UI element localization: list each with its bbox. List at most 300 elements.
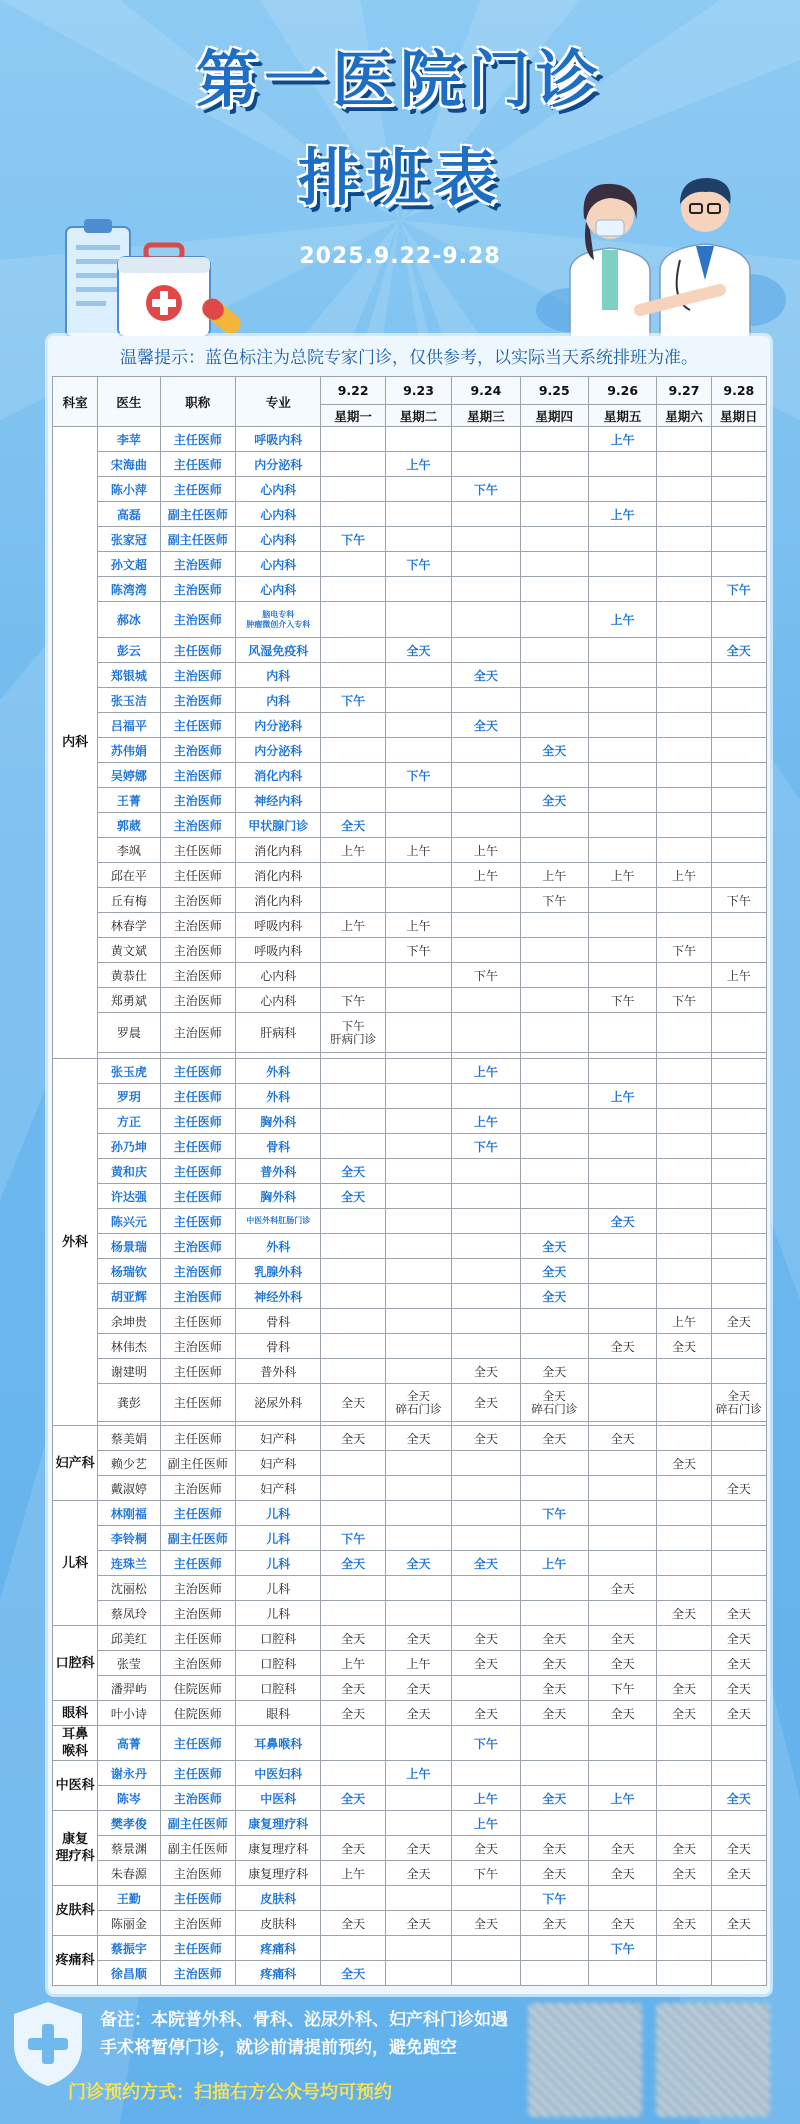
doctor-cell: 连珠兰	[98, 1551, 160, 1576]
schedule-cell	[452, 1259, 520, 1284]
schedule-cell	[452, 1309, 520, 1334]
title-cell: 住院医师	[160, 1701, 235, 1726]
schedule-cell	[657, 552, 711, 577]
schedule-cell	[321, 1234, 385, 1259]
schedule-cell: 下午	[321, 988, 385, 1013]
schedule-cell: 全天	[321, 1786, 385, 1811]
schedule-cell	[321, 1109, 385, 1134]
schedule-cell: 上午	[711, 963, 766, 988]
schedule-cell	[385, 1886, 451, 1911]
doctor-cell: 谢永丹	[98, 1761, 160, 1786]
schedule-cell	[520, 1309, 588, 1334]
schedule-cell	[520, 577, 588, 602]
header-date: 9.24	[452, 377, 520, 405]
schedule-cell	[452, 527, 520, 552]
schedule-cell	[321, 1334, 385, 1359]
schedule-cell	[520, 1961, 588, 1986]
title-cell: 副主任医师	[160, 527, 235, 552]
schedule-cell	[588, 1526, 656, 1551]
schedule-cell	[385, 1309, 451, 1334]
specialty-cell: 普外科	[236, 1159, 321, 1184]
schedule-cell	[588, 552, 656, 577]
schedule-cell	[711, 688, 766, 713]
doctor-cell: 樊孝俊	[98, 1811, 160, 1836]
schedule-cell	[520, 938, 588, 963]
title-cell: 主任医师	[160, 1109, 235, 1134]
schedule-cell: 全天	[520, 1234, 588, 1259]
doctor-cell: 张玉虎	[98, 1059, 160, 1084]
table-row	[53, 963, 767, 988]
schedule-cell: 全天	[452, 1701, 520, 1726]
schedule-cell	[520, 763, 588, 788]
schedule-cell: 全天	[321, 1626, 385, 1651]
schedule-cell	[520, 602, 588, 638]
schedule-cell	[657, 1936, 711, 1961]
schedule-cell: 全天	[520, 1861, 588, 1886]
schedule-cell	[657, 1159, 711, 1184]
schedule-cell	[385, 813, 451, 838]
schedule-cell	[711, 477, 766, 502]
specialty-cell: 康复理疗科	[236, 1861, 321, 1886]
table-row	[53, 1676, 767, 1701]
schedule-cell	[321, 602, 385, 638]
schedule-cell	[321, 1811, 385, 1836]
appointment-info: 门诊预约方式：扫描右方公众号均可预约	[68, 2082, 392, 2103]
specialty-cell: 消化内科	[236, 888, 321, 913]
header	[0, 0, 800, 350]
table-row	[53, 1109, 767, 1134]
title-cell: 主治医师	[160, 552, 235, 577]
schedule-cell	[657, 1811, 711, 1836]
schedule-cell: 下午	[385, 763, 451, 788]
schedule-cell	[657, 1576, 711, 1601]
schedule-cell	[657, 1961, 711, 1986]
doctor-cell: 郝冰	[98, 602, 160, 638]
date-row	[53, 377, 767, 405]
schedule-cell: 全天	[520, 1676, 588, 1701]
schedule-cell: 全天	[711, 638, 766, 663]
specialty-cell: 儿科	[236, 1576, 321, 1601]
schedule-cell	[452, 913, 520, 938]
dept-cell: 眼科	[53, 1701, 98, 1726]
schedule-cell	[711, 1013, 766, 1053]
schedule-cell	[711, 663, 766, 688]
schedule-cell	[711, 502, 766, 527]
specialty-cell: 心内科	[236, 552, 321, 577]
schedule-cell	[385, 1601, 451, 1626]
table-row	[53, 1626, 767, 1651]
schedule-cell: 全天	[452, 663, 520, 688]
doctor-cell: 彭云	[98, 638, 160, 663]
doctor-cell: 王菁	[98, 788, 160, 813]
title-cell: 主治医师	[160, 813, 235, 838]
schedule-cell: 全天	[520, 1911, 588, 1936]
doctor-cell: 赖少艺	[98, 1451, 160, 1476]
schedule-cell: 下午	[588, 1936, 656, 1961]
schedule-cell	[711, 838, 766, 863]
doctor-cell: 郑银城	[98, 663, 160, 688]
schedule-cell	[588, 1259, 656, 1284]
specialty-cell: 耳鼻喉科	[236, 1726, 321, 1761]
schedule-cell: 全天 碎石门诊	[711, 1384, 766, 1422]
schedule-cell	[321, 427, 385, 452]
doctor-cell: 宋海曲	[98, 452, 160, 477]
doctor-cell: 张玉洁	[98, 688, 160, 713]
schedule-cell	[520, 1209, 588, 1234]
title-cell: 主任医师	[160, 1551, 235, 1576]
title-cell: 主治医师	[160, 1601, 235, 1626]
schedule-cell: 全天	[452, 1426, 520, 1451]
title-cell: 主治医师	[160, 1911, 235, 1936]
schedule-cell	[657, 638, 711, 663]
doctor-cell: 余坤贵	[98, 1309, 160, 1334]
title-cell: 副主任医师	[160, 1526, 235, 1551]
doctor-cell: 蔡振宇	[98, 1936, 160, 1961]
medical-kit-icon	[60, 205, 260, 345]
table-row	[53, 838, 767, 863]
table-row	[53, 1013, 767, 1053]
doctor-cell: 郑勇斌	[98, 988, 160, 1013]
schedule-cell	[321, 888, 385, 913]
header-specialty: 专业	[236, 377, 321, 427]
schedule-cell: 全天	[711, 1786, 766, 1811]
schedule-cell	[321, 1886, 385, 1911]
schedule-cell	[321, 963, 385, 988]
table-row	[53, 1651, 767, 1676]
schedule-cell: 全天 碎石门诊	[520, 1384, 588, 1422]
schedule-cell	[711, 527, 766, 552]
schedule-cell	[588, 688, 656, 713]
table-row	[53, 1426, 767, 1451]
doctor-cell: 戴淑婷	[98, 1476, 160, 1501]
schedule-cell	[520, 638, 588, 663]
schedule-cell	[588, 888, 656, 913]
schedule-cell	[657, 577, 711, 602]
header-date: 9.27	[657, 377, 711, 405]
schedule-cell	[385, 1476, 451, 1501]
schedule-cell	[452, 1601, 520, 1626]
doctor-cell: 孙乃坤	[98, 1134, 160, 1159]
schedule-cell: 上午	[452, 863, 520, 888]
schedule-cell	[321, 1209, 385, 1234]
specialty-cell: 骨科	[236, 1309, 321, 1334]
header-title: 职称	[160, 377, 235, 427]
header-weekday: 星期日	[711, 405, 766, 427]
schedule-cell	[588, 577, 656, 602]
schedule-cell	[452, 688, 520, 713]
specialty-cell: 口腔科	[236, 1651, 321, 1676]
schedule-cell: 全天	[452, 1626, 520, 1651]
schedule-cell: 全天	[588, 1426, 656, 1451]
schedule-cell	[520, 713, 588, 738]
specialty-cell: 骨科	[236, 1334, 321, 1359]
schedule-cell	[520, 527, 588, 552]
schedule-cell	[385, 1234, 451, 1259]
schedule-cell	[321, 938, 385, 963]
schedule-cell: 下午	[452, 1726, 520, 1761]
schedule-cell	[588, 1601, 656, 1626]
schedule-cell	[520, 1109, 588, 1134]
notice-text: 温馨提示：蓝色标注为总院专家门诊，仅供参考，以实际当天系统排班为准。	[120, 348, 698, 368]
schedule-cell	[520, 1134, 588, 1159]
schedule-cell	[385, 788, 451, 813]
table-row	[53, 1501, 767, 1526]
schedule-cell	[588, 452, 656, 477]
table-row	[53, 1576, 767, 1601]
schedule-cell	[520, 502, 588, 527]
footer-note: 备注：本院普外科、骨科、泌尿外科、妇产科门诊如遇手术将暂停门诊，就诊前请提前预约，避免跑空	[100, 2010, 508, 2058]
schedule-cell	[321, 1059, 385, 1084]
doctor-cell: 张莹	[98, 1651, 160, 1676]
schedule-cell	[588, 477, 656, 502]
schedule-cell	[452, 1013, 520, 1053]
table-row	[53, 1936, 767, 1961]
schedule-cell: 下午	[588, 1676, 656, 1701]
schedule-cell	[385, 577, 451, 602]
schedule-cell	[588, 1761, 656, 1786]
schedule-cell	[657, 1209, 711, 1234]
table-row	[53, 1811, 767, 1836]
schedule-cell	[657, 838, 711, 863]
schedule-cell	[657, 1234, 711, 1259]
schedule-cell	[711, 863, 766, 888]
schedule-cell	[711, 1084, 766, 1109]
schedule-cell	[588, 713, 656, 738]
schedule-cell	[520, 1451, 588, 1476]
schedule-cell	[657, 602, 711, 638]
schedule-cell	[385, 1786, 451, 1811]
schedule-cell	[452, 1234, 520, 1259]
schedule-cell	[657, 1059, 711, 1084]
schedule-cell	[385, 1109, 451, 1134]
schedule-cell: 全天	[385, 1676, 451, 1701]
schedule-cell: 全天	[711, 1911, 766, 1936]
schedule-cell	[588, 1159, 656, 1184]
doctor-cell: 杨景瑞	[98, 1234, 160, 1259]
table-row	[53, 888, 767, 913]
title-cell: 主任医师	[160, 1761, 235, 1786]
schedule-cell	[588, 1961, 656, 1986]
schedule-cell: 全天	[452, 1651, 520, 1676]
schedule-cell	[657, 813, 711, 838]
schedule-cell	[385, 1284, 451, 1309]
schedule-cell	[657, 1886, 711, 1911]
title-cell: 副主任医师	[160, 1836, 235, 1861]
schedule-cell: 全天	[452, 713, 520, 738]
schedule-cell: 全天	[385, 638, 451, 663]
title-cell: 主治医师	[160, 577, 235, 602]
doctor-cell: 沈丽松	[98, 1576, 160, 1601]
schedule-cell	[588, 638, 656, 663]
schedule-cell: 全天	[321, 813, 385, 838]
title-cell: 主任医师	[160, 1359, 235, 1384]
title-cell: 主任医师	[160, 1184, 235, 1209]
specialty-cell: 内科	[236, 688, 321, 713]
schedule-cell	[588, 1726, 656, 1761]
table-row	[53, 1601, 767, 1626]
specialty-cell: 心内科	[236, 988, 321, 1013]
table-row	[53, 1726, 767, 1761]
header-weekday: 星期三	[452, 405, 520, 427]
doctor-cell: 高菁	[98, 1726, 160, 1761]
title-cell: 副主任医师	[160, 502, 235, 527]
title-cell: 主治医师	[160, 1786, 235, 1811]
schedule-cell	[452, 1159, 520, 1184]
specialty-cell: 内分泌科	[236, 713, 321, 738]
table-row	[53, 788, 767, 813]
schedule-cell	[321, 738, 385, 763]
schedule-cell	[711, 1059, 766, 1084]
schedule-cell	[657, 913, 711, 938]
schedule-cell: 全天	[321, 1676, 385, 1701]
specialty-cell: 外科	[236, 1084, 321, 1109]
schedule-cell	[588, 913, 656, 938]
schedule-cell: 上午	[657, 863, 711, 888]
schedule-cell: 上午	[588, 502, 656, 527]
schedule-cell	[452, 1334, 520, 1359]
title-cell: 主治医师	[160, 663, 235, 688]
doctor-cell: 李苹	[98, 427, 160, 452]
table-row	[53, 577, 767, 602]
specialty-cell: 外科	[236, 1059, 321, 1084]
doctor-cell: 苏伟娟	[98, 738, 160, 763]
schedule-cell	[711, 552, 766, 577]
doctor-cell: 胡亚辉	[98, 1284, 160, 1309]
schedule-cell	[452, 1936, 520, 1961]
schedule-cell	[657, 888, 711, 913]
schedule-cell	[321, 1284, 385, 1309]
schedule-cell	[385, 1134, 451, 1159]
schedule-cell	[711, 1936, 766, 1961]
schedule-cell	[711, 427, 766, 452]
schedule-cell	[588, 663, 656, 688]
specialty-cell: 胸外科	[236, 1184, 321, 1209]
doctor-cell: 方正	[98, 1109, 160, 1134]
table-row	[53, 1334, 767, 1359]
table-row	[53, 1084, 767, 1109]
schedule-cell	[588, 813, 656, 838]
specialty-cell: 骨科	[236, 1134, 321, 1159]
specialty-cell: 神经外科	[236, 1284, 321, 1309]
schedule-cell	[520, 552, 588, 577]
dept-cell: 疼痛科	[53, 1936, 98, 1986]
title-cell: 主治医师	[160, 963, 235, 988]
schedule-cell	[385, 688, 451, 713]
schedule-cell	[520, 1526, 588, 1551]
title-cell: 主治医师	[160, 602, 235, 638]
schedule-cell	[385, 963, 451, 988]
schedule-cell	[711, 1234, 766, 1259]
schedule-cell: 全天	[520, 1426, 588, 1451]
schedule-cell	[452, 602, 520, 638]
schedule-cell: 全天	[588, 1836, 656, 1861]
specialty-cell: 肝病科	[236, 1013, 321, 1053]
table-row	[53, 663, 767, 688]
schedule-cell: 全天	[321, 1701, 385, 1726]
schedule-cell: 下午	[321, 527, 385, 552]
specialty-cell: 呼吸内科	[236, 913, 321, 938]
doctor-cell: 郭葳	[98, 813, 160, 838]
schedule-cell: 全天	[385, 1911, 451, 1936]
schedule-cell: 全天	[711, 1651, 766, 1676]
schedule-cell: 全天	[452, 1911, 520, 1936]
doctor-cell: 蔡景渊	[98, 1836, 160, 1861]
schedule-cell: 下午	[588, 988, 656, 1013]
schedule-cell	[520, 1936, 588, 1961]
specialty-cell: 中医外科肛肠门诊	[236, 1209, 321, 1234]
schedule-cell	[321, 577, 385, 602]
doctor-cell: 邱美红	[98, 1626, 160, 1651]
schedule-cell	[657, 1259, 711, 1284]
title-cell: 主任医师	[160, 1886, 235, 1911]
schedule-cell	[385, 988, 451, 1013]
specialty-cell: 疼痛科	[236, 1961, 321, 1986]
title-cell: 主任医师	[160, 838, 235, 863]
schedule-cell	[657, 527, 711, 552]
qr-code-icon[interactable]	[528, 2003, 642, 2117]
table-row	[53, 1234, 767, 1259]
schedule-cell: 全天	[711, 1676, 766, 1701]
specialty-cell: 皮肤科	[236, 1886, 321, 1911]
schedule-cell	[385, 1451, 451, 1476]
schedule-cell	[321, 663, 385, 688]
schedule-cell: 下午	[657, 988, 711, 1013]
schedule-cell: 全天 碎石门诊	[385, 1384, 451, 1422]
schedule-cell	[588, 1309, 656, 1334]
schedule-cell	[711, 913, 766, 938]
table-row	[53, 552, 767, 577]
schedule-cell: 全天	[588, 1209, 656, 1234]
schedule-cell: 全天	[385, 1861, 451, 1886]
schedule-cell	[588, 963, 656, 988]
doctor-cell: 李飒	[98, 838, 160, 863]
schedule-cell: 全天	[452, 1359, 520, 1384]
schedule-cell	[321, 1134, 385, 1159]
header-date: 9.25	[520, 377, 588, 405]
title-cell: 主治医师	[160, 788, 235, 813]
doctor-cell: 吕福平	[98, 713, 160, 738]
title-cell: 主任医师	[160, 1084, 235, 1109]
specialty-cell: 内分泌科	[236, 738, 321, 763]
schedule-table	[52, 376, 767, 1986]
specialty-cell: 儿科	[236, 1551, 321, 1576]
dept-cell: 耳鼻 喉科	[53, 1726, 98, 1761]
table-row	[53, 1384, 767, 1422]
table-row	[53, 1836, 767, 1861]
schedule-cell: 上午	[385, 913, 451, 938]
specialty-cell: 风湿免疫科	[236, 638, 321, 663]
specialty-cell: 消化内科	[236, 863, 321, 888]
specialty-cell: 消化内科	[236, 838, 321, 863]
schedule-cell	[385, 1576, 451, 1601]
schedule-cell: 下午	[657, 938, 711, 963]
doctor-cell: 张家冠	[98, 527, 160, 552]
schedule-cell	[711, 1501, 766, 1526]
schedule-cell	[452, 1961, 520, 1986]
schedule-cell	[657, 738, 711, 763]
schedule-cell	[321, 1726, 385, 1761]
schedule-cell	[711, 1811, 766, 1836]
qr-code-icon[interactable]	[656, 2003, 770, 2117]
schedule-cell: 全天	[657, 1911, 711, 1936]
schedule-cell: 全天	[711, 1309, 766, 1334]
schedule-cell	[385, 502, 451, 527]
title-cell: 主任医师	[160, 1059, 235, 1084]
title-cell: 主治医师	[160, 913, 235, 938]
schedule-cell	[711, 938, 766, 963]
schedule-cell	[321, 1761, 385, 1786]
table-row	[53, 763, 767, 788]
